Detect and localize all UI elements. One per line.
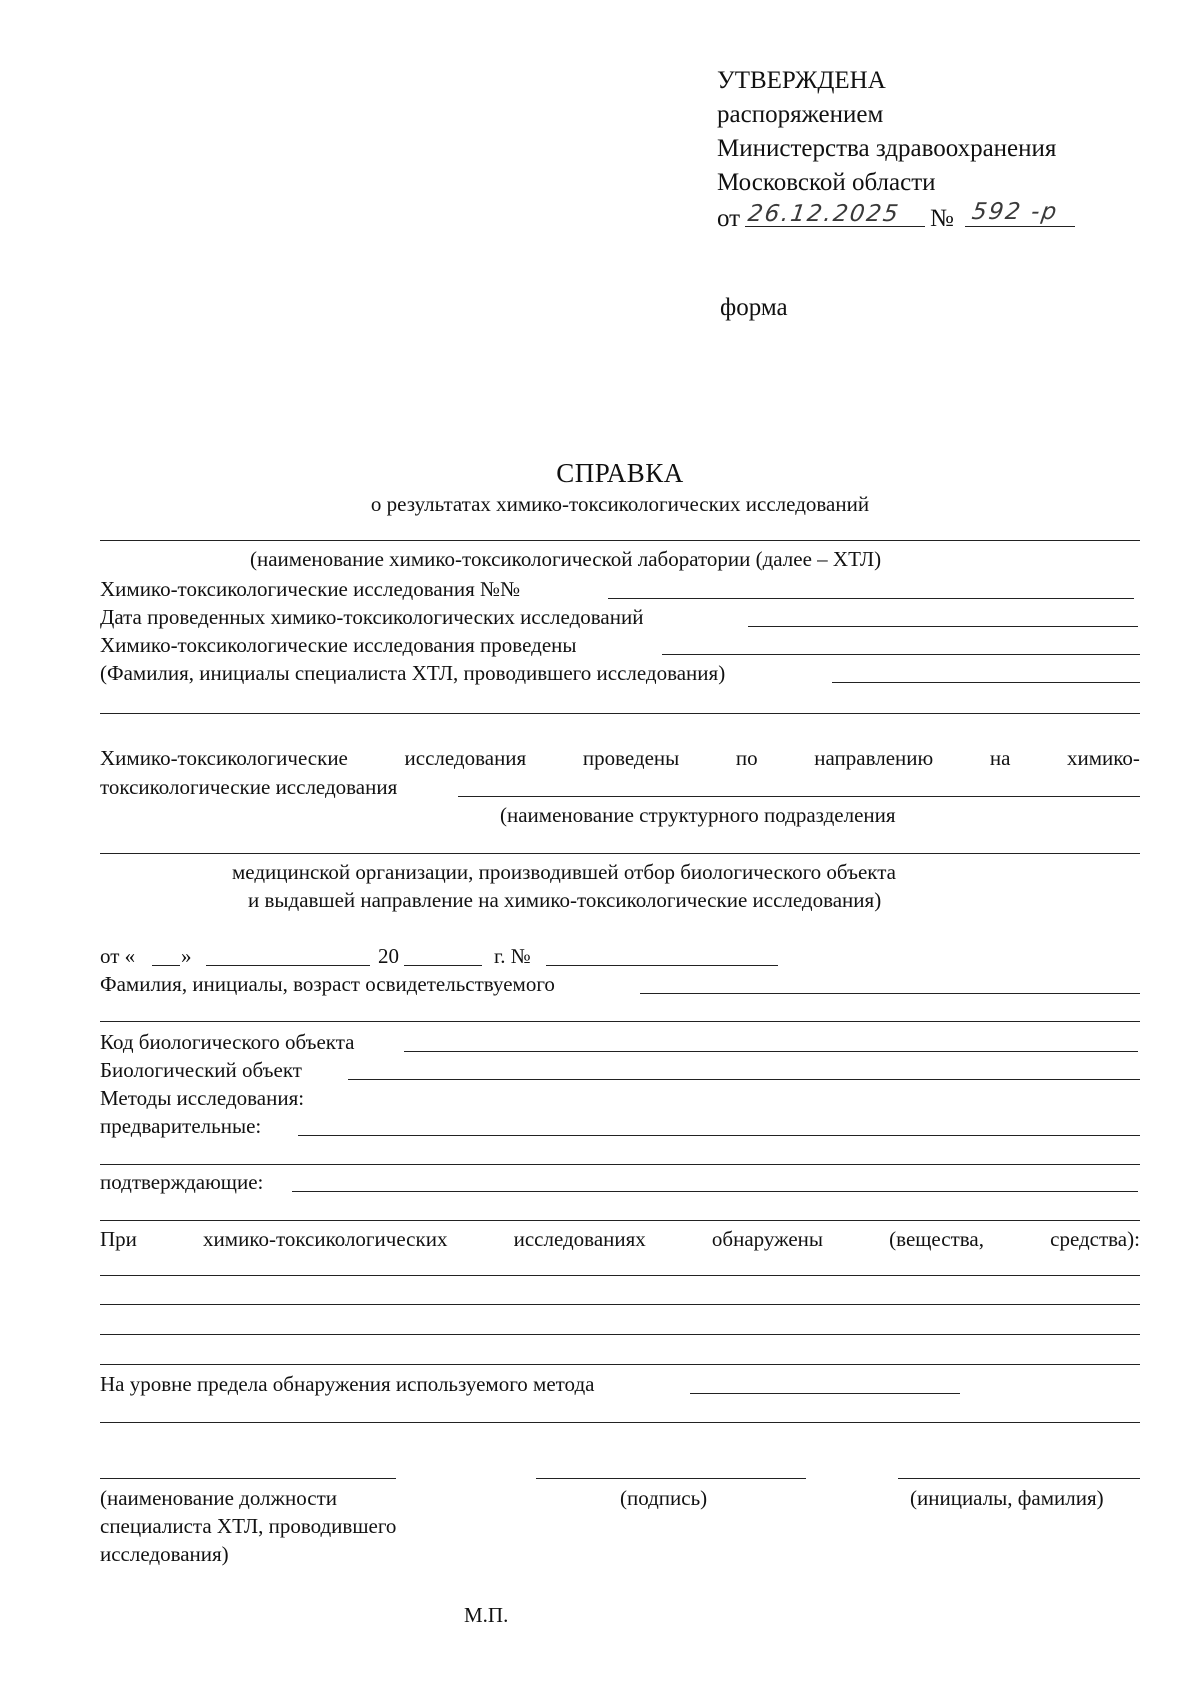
seal-label: М.П. [464,1603,509,1627]
referral-word: по [735,746,758,770]
detected-line [100,1229,1140,1250]
referral-number-field[interactable] [546,965,778,966]
lab-name-caption: (наименование химико-токсикологической лаборатории (далее – ХТЛ) [250,547,882,571]
lab-name-line [100,540,1140,541]
approval-date-line [745,226,925,227]
referral-org-field[interactable] [458,796,1140,797]
position-caption-3: исследования) [100,1542,229,1566]
preliminary-field[interactable] [298,1135,1140,1136]
detection-limit-field[interactable] [690,1393,960,1394]
referral-date-from: от « [100,944,136,968]
approval-date-handwritten: 26.12.2025 [746,201,902,227]
referral-caption-1: (наименование структурного подразделения [500,803,896,827]
specialist-extra-line[interactable] [100,713,1140,714]
document-subtitle: о результатах химико-токсикологических исследований [370,492,870,516]
research-date-field[interactable] [748,626,1138,627]
detected-word: обнаружены [711,1227,824,1251]
referral-caption-2: медицинской организации, производившей отбор биологического объекта [232,860,896,884]
bio-object-field[interactable] [348,1079,1140,1080]
specialist-field[interactable] [832,682,1140,683]
detected-field-3[interactable] [100,1334,1140,1335]
document-title: СПРАВКА [556,458,684,488]
signature-caption: (подпись) [620,1486,708,1510]
position-caption-1: (наименование должности [100,1486,338,1510]
specialist-caption: (Фамилия, инициалы специалиста ХТЛ, проводившего исследования) [100,661,726,685]
form-label: форма [720,294,788,321]
referral-word: химико- [1067,746,1140,770]
approval-title: УТВЕРЖДЕНА [717,67,886,94]
referral-caption-3: и выдавшей направление на химико-токсикологические исследования) [248,888,882,912]
approval-ministry: Министерства здравоохранения [717,135,1057,162]
approval-number-handwritten: 592 -р [970,199,1061,225]
referral-word: Химико-токсикологические [100,746,348,770]
research-numbers-field[interactable] [608,598,1134,599]
subject-field-2[interactable] [100,1021,1140,1022]
referral-word: направлению [814,746,934,770]
referral-date-quote: » [181,944,192,968]
subject-label: Фамилия, инициалы, возраст освидетельствуемого [100,972,555,996]
name-field[interactable] [898,1478,1140,1479]
approval-number-line [965,226,1075,227]
detected-word: средства): [1050,1227,1140,1251]
methods-label: Методы исследования: [100,1086,305,1110]
position-caption-2: специалиста ХТЛ, проводившего [100,1514,397,1538]
conducted-by-field[interactable] [662,654,1140,655]
research-date-label: Дата проведенных химико-токсикологических исследований [100,605,644,629]
referral-line-1 [100,748,1140,769]
detected-word: (вещества, [889,1227,984,1251]
detected-word: исследованиях [513,1227,646,1251]
referral-word: проведены [582,746,680,770]
referral-month-field[interactable] [206,965,370,966]
detected-field-4[interactable] [100,1364,1140,1365]
referral-day-field[interactable] [152,965,180,966]
detection-limit-label: На уровне предела обнаружения используемого метода [100,1372,595,1396]
referral-org-field-2[interactable] [100,853,1140,854]
conducted-by-label: Химико-токсикологические исследования проведены [100,633,577,657]
detected-field-2[interactable] [100,1304,1140,1305]
preliminary-field-2[interactable] [100,1164,1140,1165]
referral-word: исследования [404,746,527,770]
signature-field[interactable] [536,1478,806,1479]
position-field[interactable] [100,1478,396,1479]
referral-number-label: г. № [494,944,531,968]
detected-word: химико-токсикологических [203,1227,448,1251]
detection-limit-field-2[interactable] [100,1422,1140,1423]
confirming-label: подтверждающие: [100,1170,264,1194]
detected-word: При [100,1227,137,1251]
confirming-field[interactable] [292,1191,1138,1192]
confirming-field-2[interactable] [100,1220,1140,1221]
referral-line-2: токсикологические исследования [100,775,398,799]
detected-field-1[interactable] [100,1275,1140,1276]
preliminary-label: предварительные: [100,1114,262,1138]
approval-region: Московской области [717,169,936,196]
bio-object-label: Биологический объект [100,1058,302,1082]
approval-number-sign: № [930,205,954,232]
subject-field[interactable] [640,993,1140,994]
approval-order: распоряжением [717,101,884,128]
bio-code-label: Код биологического объекта [100,1030,355,1054]
research-numbers-label: Химико-токсикологические исследования №№ [100,577,521,601]
bio-code-field[interactable] [404,1051,1138,1052]
referral-year-field[interactable] [404,965,482,966]
name-caption: (инициалы, фамилия) [910,1486,1104,1510]
approval-from: от [717,205,741,232]
referral-year-prefix: 20 [378,944,399,968]
referral-word: на [989,746,1011,770]
